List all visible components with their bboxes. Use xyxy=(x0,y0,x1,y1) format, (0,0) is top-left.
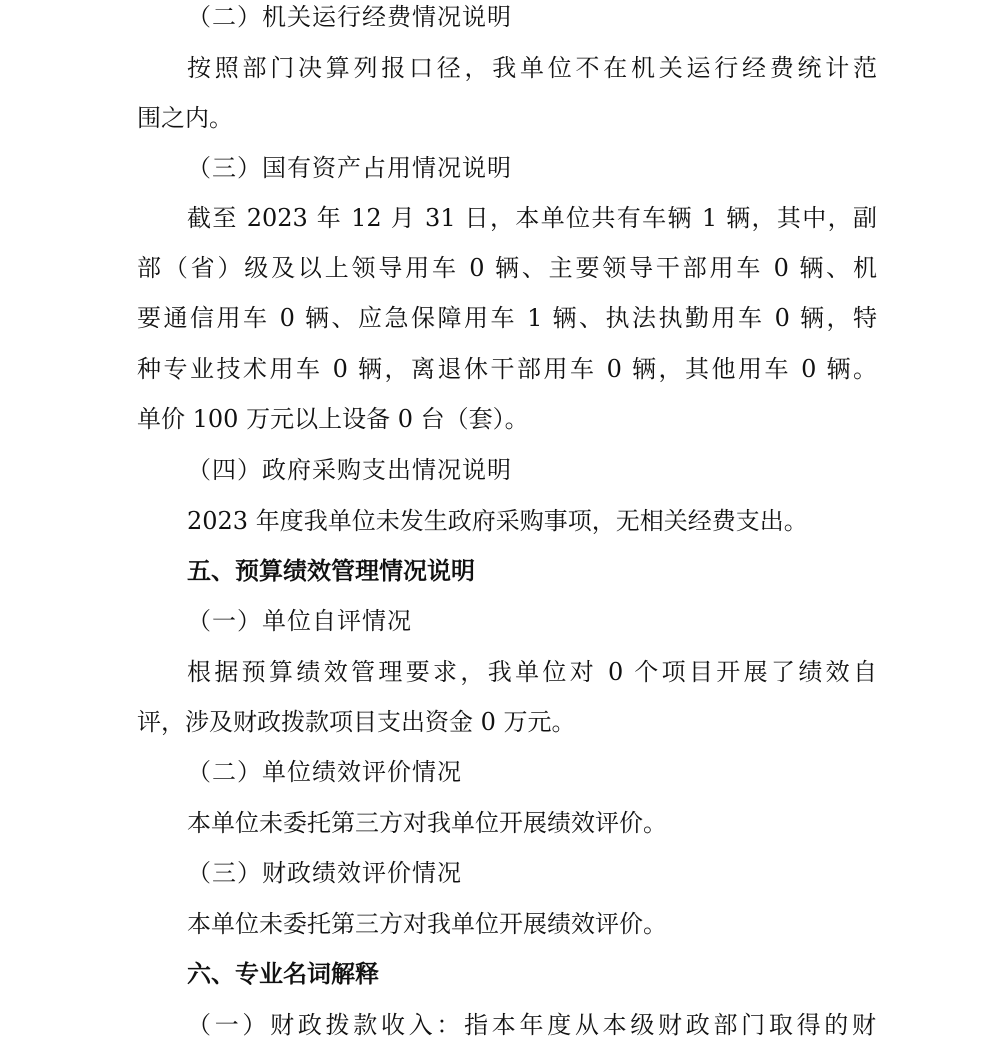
glossary-item-line: （一）财政拨款收入：指本年度从本级财政部门取得的财 xyxy=(187,1011,877,1039)
paragraph-line: 部（省）级及以上领导用车 0 辆、主要领导干部用车 0 辆、机 xyxy=(137,254,877,282)
paragraph-line: 本单位未委托第三方对我单位开展绩效评价。 xyxy=(187,809,667,837)
subheading-self-evaluation: （一）单位自评情况 xyxy=(187,607,412,635)
paragraph-line: 围之内。 xyxy=(137,104,233,132)
subheading-state-assets: （三）国有资产占用情况说明 xyxy=(187,154,512,182)
subheading-procurement: （四）政府采购支出情况说明 xyxy=(187,456,512,484)
paragraph-line: 本单位未委托第三方对我单位开展绩效评价。 xyxy=(187,910,667,938)
section-heading-performance: 五、预算绩效管理情况说明 xyxy=(187,557,475,585)
paragraph-line: 种专业技术用车 0 辆，离退休干部用车 0 辆，其他用车 0 辆。 xyxy=(137,355,877,383)
paragraph-line: 根据预算绩效管理要求，我单位对 0 个项目开展了绩效自 xyxy=(187,658,877,686)
paragraph-line: 按照部门决算列报口径，我单位不在机关运行经费统计范 xyxy=(187,54,877,82)
paragraph-line: 截至 2023 年 12 月 31 日，本单位共有车辆 1 辆，其中，副 xyxy=(187,204,877,232)
subheading-unit-evaluation: （二）单位绩效评价情况 xyxy=(187,758,462,786)
paragraph-line: 要通信用车 0 辆、应急保障用车 1 辆、执法执勤用车 0 辆，特 xyxy=(137,304,877,332)
paragraph-line: 2023 年度我单位未发生政府采购事项，无相关经费支出。 xyxy=(187,507,808,535)
section-heading-glossary: 六、专业名词解释 xyxy=(187,960,379,988)
subheading-fiscal-evaluation: （三）财政绩效评价情况 xyxy=(187,859,462,887)
subheading-operating-expenses: （二）机关运行经费情况说明 xyxy=(187,3,512,31)
paragraph-line: 单价 100 万元以上设备 0 台（套）。 xyxy=(137,405,529,433)
paragraph-line: 评，涉及财政拨款项目支出资金 0 万元。 xyxy=(137,708,576,736)
